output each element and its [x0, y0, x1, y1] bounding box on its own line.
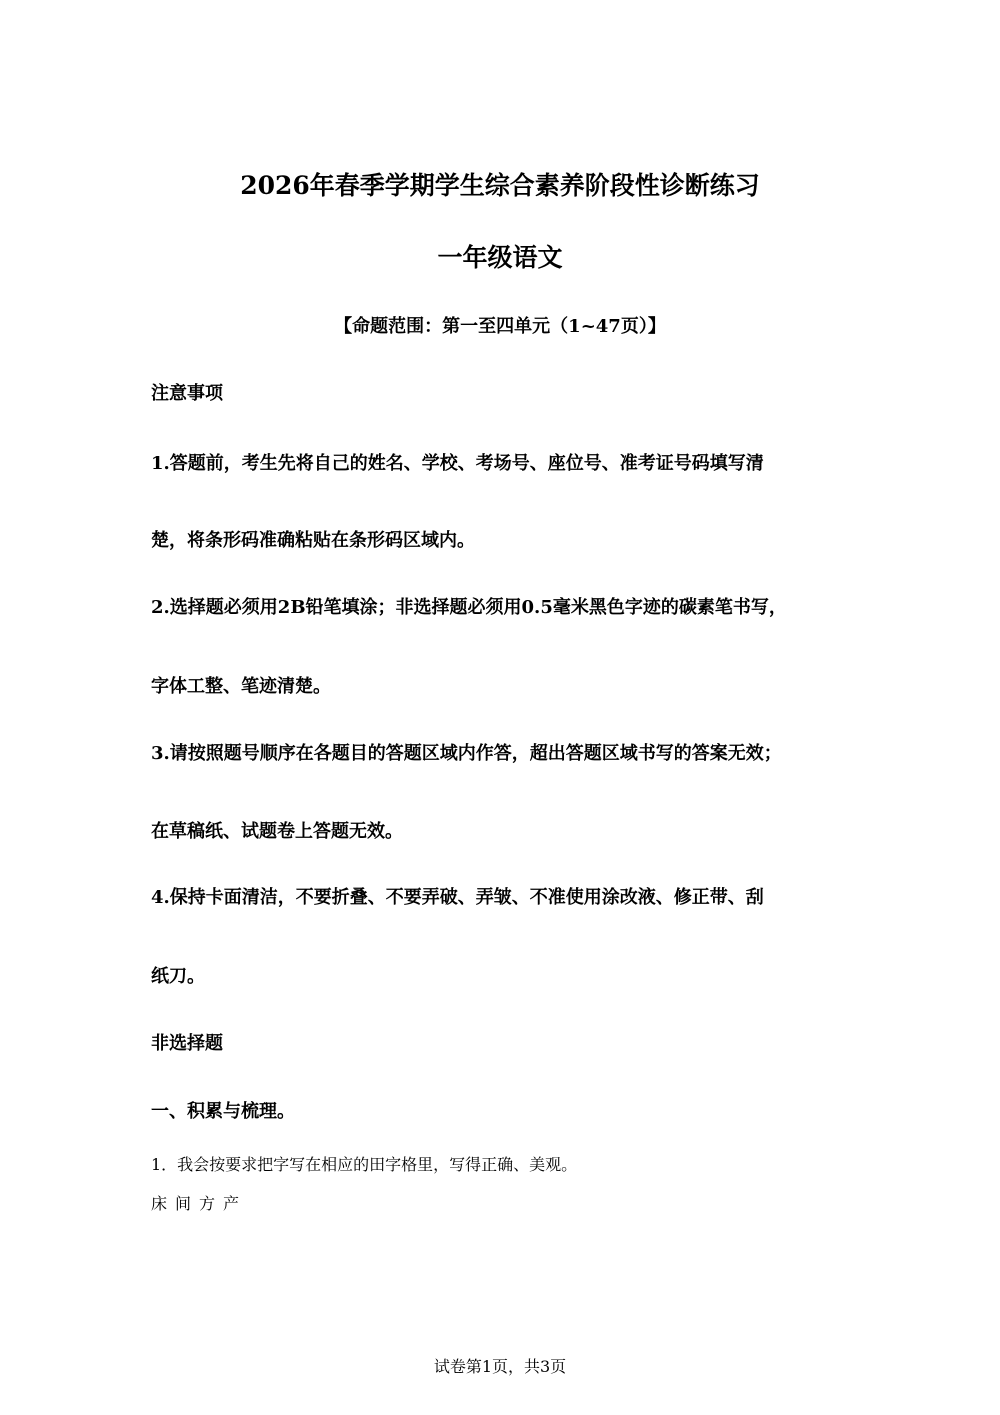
- question-1-characters: [151, 1192, 247, 1216]
- section-label: 非选择题: [151, 1033, 223, 1054]
- note-4-line-1: 4.保持卡面清洁，不要折叠、不要弄破、弄皱、不准使用涂改液、修正带、刮: [151, 887, 764, 908]
- character-item: 方: [199, 1194, 216, 1213]
- page-footer: 试卷第1页，共3页: [433, 1357, 567, 1376]
- note-2-line-2: 字体工整、笔迹清楚。: [151, 676, 331, 697]
- note-1-line-1: 1.答题前，考生先将自己的姓名、学校、考场号、座位号、准考证号码填写清: [151, 453, 764, 474]
- character-item: 床: [151, 1194, 168, 1213]
- note-3-line-2: 在草稿纸、试题卷上答题无效。: [151, 821, 403, 842]
- note-2-line-1: 2.选择题必须用2B铅笔填涂；非选择题必须用0.5毫米黑色字迹的碳素笔书写，: [151, 597, 787, 618]
- note-3-line-1: 3.请按照题号顺序在各题目的答题区域内作答，超出答题区域书写的答案无效；: [151, 743, 782, 764]
- question-1-text: 1．我会按要求把字写在相应的田字格里，写得正确、美观。: [151, 1155, 578, 1174]
- part-title: 一、积累与梳理。: [151, 1101, 295, 1122]
- character-item: 间: [175, 1194, 192, 1213]
- character-item: 产: [223, 1194, 240, 1213]
- exam-scope: 【命题范围：第一至四单元（1~47页）】: [334, 316, 666, 337]
- exam-subject: 一年级语文: [437, 243, 563, 272]
- notes-heading: 注意事项: [151, 383, 223, 404]
- note-4-line-2: 纸刀。: [151, 966, 205, 987]
- note-1-line-2: 楚，将条形码准确粘贴在条形码区域内。: [151, 530, 475, 551]
- exam-title: 2026年春季学期学生综合素养阶段性诊断练习: [240, 171, 760, 200]
